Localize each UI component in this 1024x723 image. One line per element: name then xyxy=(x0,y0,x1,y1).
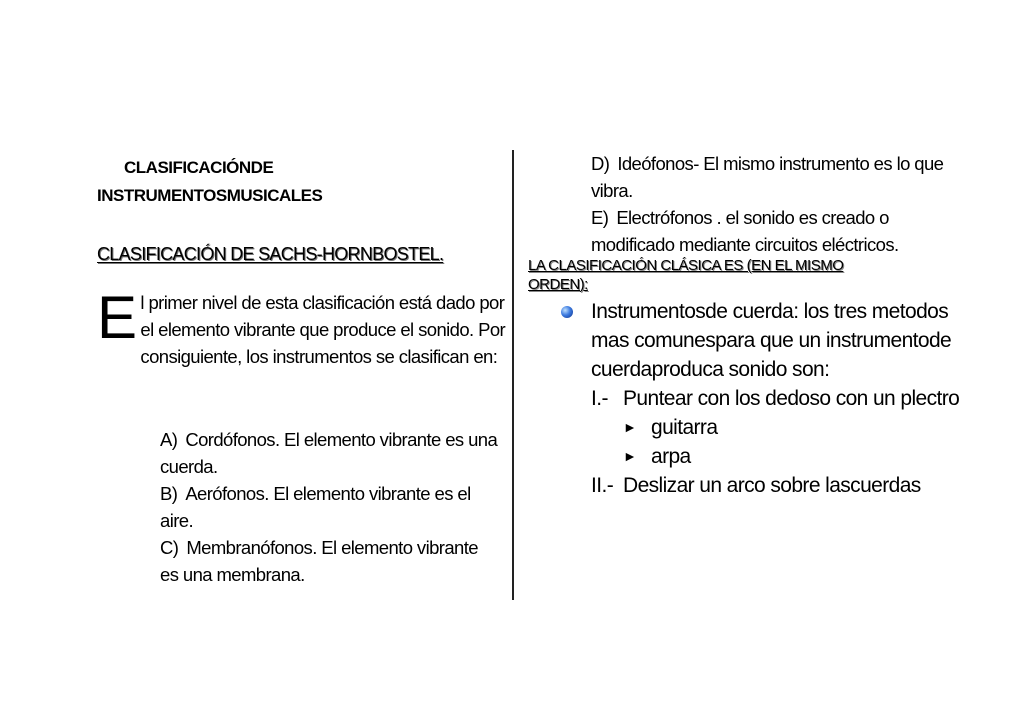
method-item-2 xyxy=(591,471,971,500)
list-item-e xyxy=(591,204,971,258)
title-line-2: INSTRUMENTOSMUSICALES xyxy=(97,186,323,205)
list-item-b xyxy=(160,480,500,534)
method-text: Puntear con los dedoso con un plectro xyxy=(623,387,960,410)
column-divider xyxy=(512,150,514,600)
example-item-2 xyxy=(591,442,971,471)
list-item-text: Membranófonos. El elemento vibrante es una membrana. xyxy=(160,537,478,585)
list-item-a xyxy=(160,426,500,480)
list-item-label: C) xyxy=(160,537,179,558)
intro-paragraph xyxy=(97,284,507,370)
classification-list-left xyxy=(160,426,500,588)
intro-paragraph-text: l primer nivel de esta clasificación está dado por el elemento vibrante que produce el sonido. Por consiguiente, los instrumentos se clasifican en: xyxy=(140,292,506,367)
list-item-label: A) xyxy=(160,429,178,450)
list-item-label: D) xyxy=(591,153,610,174)
list-item-label: E) xyxy=(591,207,609,228)
example-item-1 xyxy=(591,413,971,442)
example-text: guitarra xyxy=(651,416,718,439)
list-item-label: B) xyxy=(160,483,178,504)
method-item-1 xyxy=(591,384,971,413)
title-line-1: CLASIFICACIÓNDE xyxy=(124,158,274,177)
dropcap-letter: E xyxy=(97,284,137,351)
example-text: arpa xyxy=(651,445,691,468)
list-item-c xyxy=(160,534,500,588)
bullet-icon xyxy=(561,306,573,318)
classic-classification-heading: LA CLASIFICACIÓN CLÁSICA ES (EN EL MISMO ORDEN): xyxy=(528,257,844,293)
arrow-right-icon: ► xyxy=(623,419,637,435)
classification-list-right xyxy=(591,150,971,258)
string-intro: Instrumentosde cuerda: los tres metodos mas comunespara que un instrumentode cuerdaproduca sonido son: xyxy=(591,300,952,381)
list-item-text: Ideófonos- El mismo instrumento es lo que vibra. xyxy=(591,153,944,201)
list-item-text: Aerófonos. El elemento vibrante es el aire. xyxy=(160,483,471,531)
list-item-text: Cordófonos. El elemento vibrante es una cuerda. xyxy=(160,429,498,477)
subtitle-sachs-hornbostel: CLASIFICACIÓN DE SACHS-HORNBOSTEL. xyxy=(97,244,444,264)
list-item-d xyxy=(591,150,971,204)
method-label: I.- xyxy=(591,387,608,410)
string-instruments-block xyxy=(591,297,971,500)
method-text: Deslizar un arco sobre lascuerdas xyxy=(623,474,921,497)
arrow-right-icon: ► xyxy=(623,448,637,464)
list-item-text: Electrófonos . el sonido es creado o modificado mediante circuitos eléctricos. xyxy=(591,207,899,255)
method-label: II.- xyxy=(591,474,614,497)
